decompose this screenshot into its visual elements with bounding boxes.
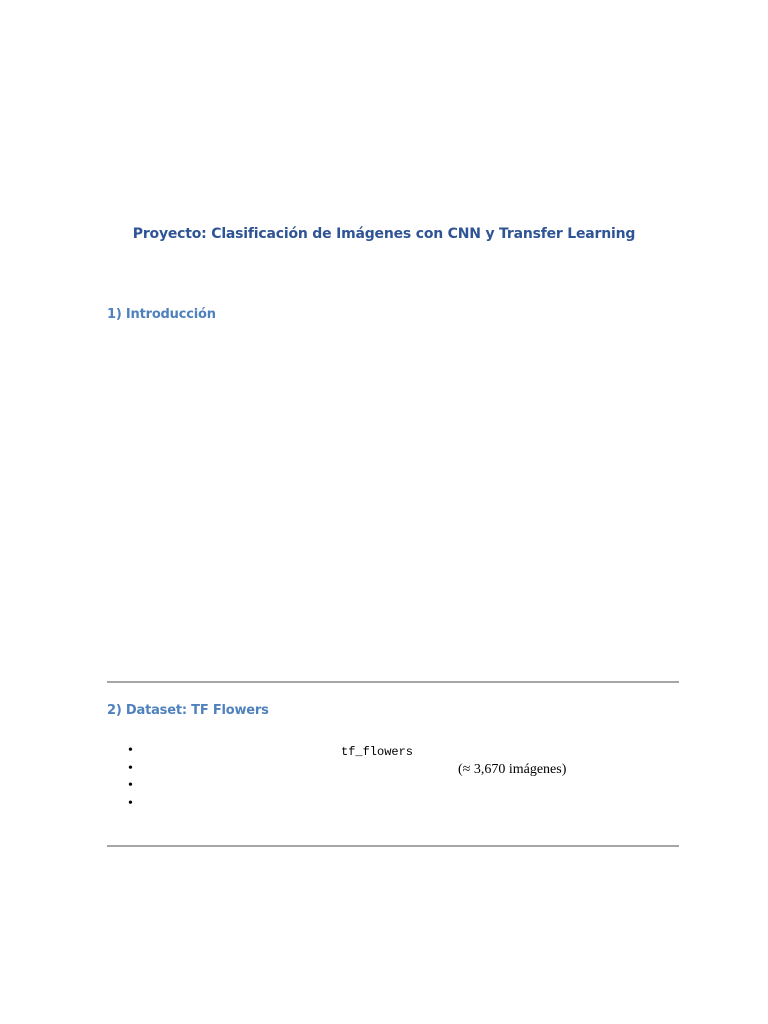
dataset-name-code: tf_flowers [341, 745, 414, 759]
horizontal-rule [107, 681, 679, 683]
list-item [0, 761, 768, 779]
document-title: Proyecto: Clasificación de Imágenes con CNN y Transfer Learning [132, 226, 636, 242]
list-item [0, 743, 768, 761]
bullet-icon: • [128, 760, 133, 776]
image-count-text: (≈ 3,670 imágenes) [458, 761, 567, 777]
list-item [0, 796, 768, 814]
bullet-icon: • [128, 795, 133, 811]
bullet-icon: • [128, 743, 133, 758]
list-item [0, 778, 768, 796]
horizontal-rule [107, 845, 679, 847]
section-heading-dataset: 2) Dataset: TF Flowers [107, 703, 269, 718]
bullet-icon: • [128, 778, 133, 793]
section-heading-introduccion: 1) Introducción [107, 307, 216, 322]
dataset-bullet-list [0, 743, 768, 813]
